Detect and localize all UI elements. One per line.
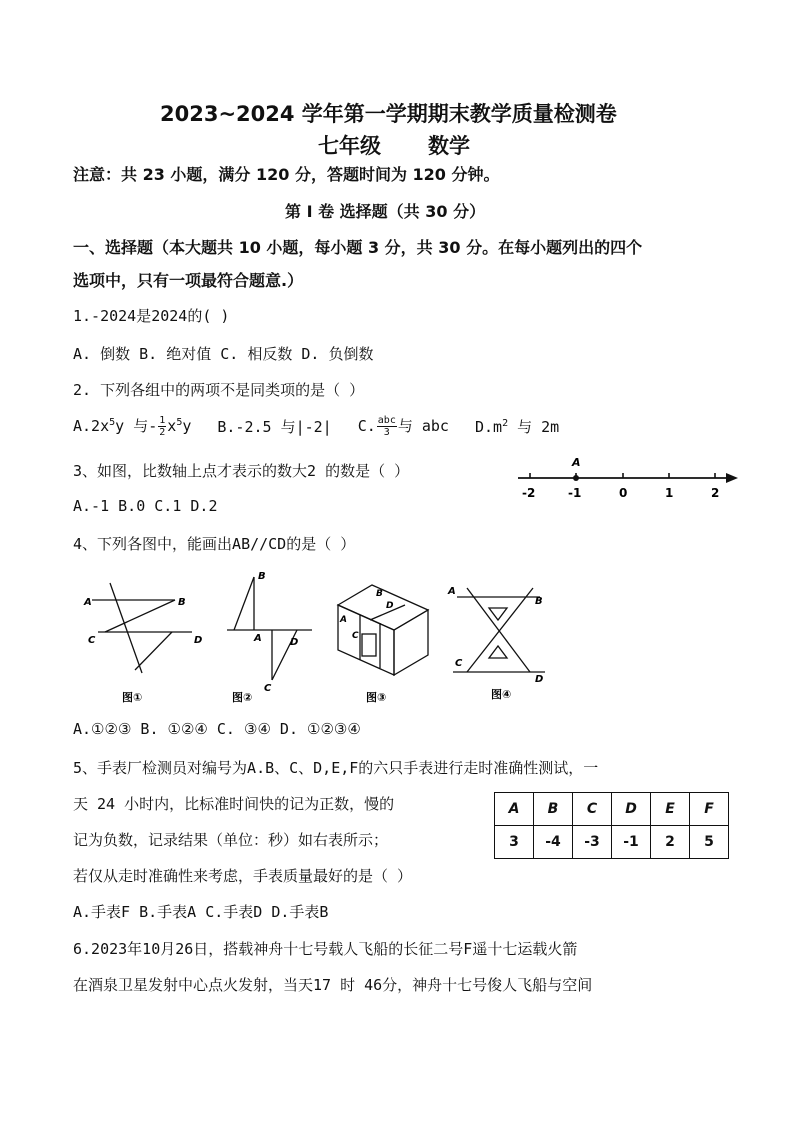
svg-text:A: A	[84, 597, 92, 608]
number-line-point-a	[573, 475, 579, 481]
table-header-cell: C	[573, 793, 612, 826]
q5-options: A.手表F B.手表A C.手表D D.手表B	[73, 903, 329, 921]
svg-text:B: B	[376, 589, 383, 599]
figure-2-caption: 图②	[232, 691, 253, 704]
table-cell: -3	[573, 826, 612, 859]
q5-line1: 5、手表厂检测员对编号为A.B、C、D,E,F的六只手表进行走时准确性测试，一	[73, 759, 599, 777]
q2-options	[73, 415, 559, 438]
figure-3-caption: 图③	[366, 691, 387, 704]
tick-label: -1	[568, 486, 582, 500]
table-header-cell: F	[690, 793, 729, 826]
svg-text:B: B	[535, 596, 543, 607]
q2-option-c: C. $\frac{\text{abc}}{3}$ 与 abc	[357, 415, 449, 438]
q4-options: A.①②③ B. ①②④ C. ③④ D. ①②③④	[73, 720, 361, 738]
table-row	[495, 826, 729, 859]
figure-1	[80, 575, 215, 705]
table-header-cell: B	[534, 793, 573, 826]
svg-text:D: D	[535, 674, 544, 685]
svg-text:C: C	[352, 631, 359, 641]
exam-subtitle-grade: 七年级	[318, 134, 381, 158]
number-line-point-label: A	[572, 456, 581, 469]
exam-title: 2023~2024 学年第一学期期末教学质量检测卷	[160, 102, 617, 126]
section-heading: 第 I 卷 选择题（共 30 分）	[285, 202, 486, 221]
q6-line2: 在酒泉卫星发射中心点火发射，当天17 时 46分，神舟十七号俊人飞船与空间	[73, 976, 593, 994]
q2-stem: 2. 下列各组中的两项不是同类项的是（ ）	[73, 381, 365, 399]
q3-stem: 3、如图，比数轴上点才表示的数大2 的数是（ ）	[73, 462, 410, 480]
q3-options: A.-1 B.0 C.1 D.2	[73, 497, 218, 515]
tick-label: 2	[711, 486, 720, 500]
table-cell: -4	[534, 826, 573, 859]
svg-text:D: D	[386, 601, 394, 611]
q4-stem: 4、下列各图中，能画出AB//CD的是（ ）	[73, 535, 356, 553]
svg-text:A: A	[254, 633, 262, 644]
q2-option-a: $A.2x^5y$ 与- $\frac{1}{2}$ $x^5y$	[73, 415, 192, 438]
table-cell: -1	[612, 826, 651, 859]
tick-label: -2	[522, 486, 536, 500]
q2-option-b: B.-2.5 与|-2|	[217, 418, 332, 436]
svg-text:D: D	[290, 637, 299, 648]
figure-2	[222, 565, 317, 705]
table-header-cell: D	[612, 793, 651, 826]
table-cell: 5	[690, 826, 729, 859]
table-cell: 3	[495, 826, 534, 859]
figure-1-caption: 图①	[122, 691, 143, 704]
tick-label: 0	[619, 486, 628, 500]
svg-text:B: B	[178, 597, 186, 608]
watch-test-table	[494, 792, 729, 859]
section-instruction-line2: 选项中，只有一项最符合题意.）	[73, 271, 304, 290]
q6-line1: 6.2023年10月26日，搭载神舟十七号载人飞船的长征二号F遥十七运载火箭	[73, 940, 578, 958]
number-line-figure	[510, 450, 745, 510]
table-header-cell: E	[651, 793, 690, 826]
svg-text:A: A	[340, 615, 347, 625]
q1-stem: 1.-2024是2024的( )	[73, 307, 230, 325]
q2-option-d: $D.m^2$ 与 2m	[474, 418, 560, 436]
table-header-cell: A	[495, 793, 534, 826]
q5-line3: 记为负数，记录结果（单位：秒）如右表所示；	[73, 831, 389, 849]
tick-label: 1	[665, 486, 674, 500]
q1-options: A. 倒数 B. 绝对值 C. 相反数 D. 负倒数	[73, 345, 374, 363]
exam-notice: 注意：共 23 小题，满分 120 分，答题时间为 120 分钟。	[73, 165, 500, 184]
svg-text:B: B	[258, 571, 266, 582]
q5-line2: 天 24 小时内，比标准时间快的记为正数，慢的	[73, 795, 395, 813]
table-cell: 2	[651, 826, 690, 859]
svg-text:C: C	[264, 683, 272, 694]
exam-subtitle-subject: 数学	[428, 134, 470, 158]
section-instruction-line1: 一、选择题（本大题共 10 小题，每小题 3 分，共 30 分。在每小题列出的四个	[73, 238, 643, 257]
number-line-arrow	[726, 473, 738, 483]
figure-3	[330, 580, 435, 705]
q5-line4: 若仅从走时准确性来考虑，手表质量最好的是（ ）	[73, 867, 413, 885]
table-header-row	[495, 793, 729, 826]
svg-text:C: C	[455, 658, 463, 669]
svg-text:D: D	[194, 635, 203, 646]
svg-text:A: A	[448, 586, 456, 597]
figure-4	[445, 580, 555, 705]
svg-text:C: C	[88, 635, 96, 646]
figure-4-caption: 图④	[491, 688, 512, 701]
